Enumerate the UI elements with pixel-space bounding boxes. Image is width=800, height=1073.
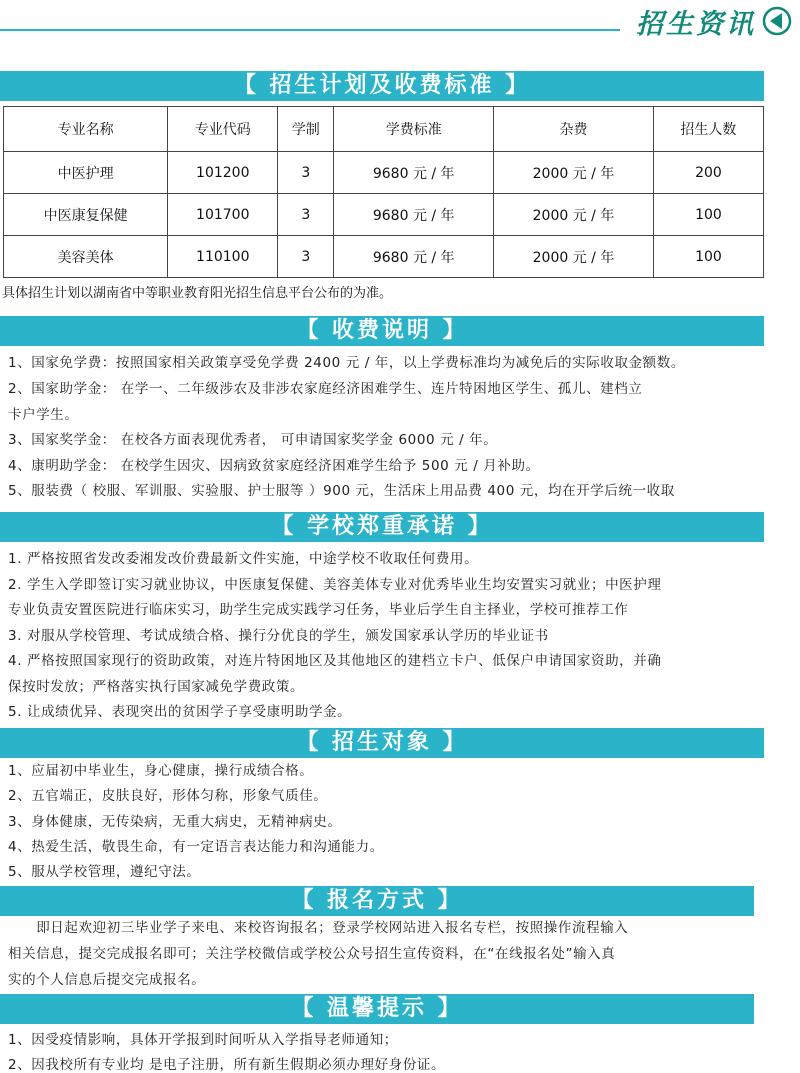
- table-cell: 9680 元 / 年: [334, 236, 494, 278]
- table-cell: 2000 元 / 年: [494, 194, 654, 236]
- fees-line: 5、服装费（ 校服、军训服、实验服、护士服等 ）900 元，生活床上用品费 400 元，均在开学后统一收取: [8, 483, 675, 499]
- target-line: 3、身体健康，无传染病，无重大病史，无精神病史。: [8, 814, 342, 830]
- target-line: 1、应届初中毕业生，身心健康，操行成绩合格。: [8, 763, 314, 779]
- section-title-target: 【 招生对象 】: [0, 728, 764, 758]
- section-title-apply: 【 报名方式 】: [0, 886, 754, 916]
- table-header-row: [4, 107, 764, 152]
- tips-line: 1、因受疫情影响，具体开学报到时间听从入学指导老师通知；: [8, 1032, 398, 1048]
- apply-line: 即日起欢迎初三毕业学子来电、来校咨询报名；登录学校网站进入报名专栏，按照操作流程输入: [8, 920, 629, 936]
- promise-line: 1. 严格按照省发改委湘发改价费最新文件实施，中途学校不收取任何费用。: [8, 551, 479, 567]
- fees-line: 1、国家免学费：按照国家相关政策享受免学费 2400 元 / 年，以上学费标准均为减免后的实际收取金额数。: [8, 355, 685, 371]
- header-rule: [0, 29, 620, 31]
- section-title-tips: 【 温馨提示 】: [0, 994, 754, 1024]
- fees-line: 4、康明助学金： 在校学生因灾、因病致贫家庭经济困难学生给予 500 元 / 月补助。: [8, 458, 540, 474]
- target-line: 2、五官端正，皮肤良好，形体匀称，形象气质佳。: [8, 788, 328, 804]
- column-header: 学制: [278, 107, 334, 152]
- apply-line: 相关信息，提交完成报名即可；关注学校微信或学校公众号招生宣传资料，在“在线报名处”输入真: [8, 946, 616, 962]
- table-cell: 中医护理: [4, 152, 168, 194]
- column-header: 杂费: [494, 107, 654, 152]
- column-header: 学费标准: [334, 107, 494, 152]
- promise-line: 5. 让成绩优异、表现突出的贫困学子享受康明助学金。: [8, 704, 352, 720]
- section-title-plan: 【 招生计划及收费标准 】: [0, 71, 764, 101]
- table-cell: 100: [653, 194, 763, 236]
- promise-line: 2. 学生入学即签订实习就业协议，中医康复保健、美容美体专业对优秀毕业生均安置实习就业；中医护理: [8, 577, 662, 593]
- column-header: 招生人数: [653, 107, 763, 152]
- table-cell: 101200: [168, 152, 278, 194]
- tips-line: 2、因我校所有专业均 是电子注册，所有新生假期必须办理好身份证。: [8, 1057, 446, 1073]
- promise-line: 3. 对服从学校管理、考试成绩合格、操行分优良的学生，颁发国家承认学历的毕业证书: [8, 628, 549, 644]
- promise-line: 保按时发放；严格落实执行国家减免学费政策。: [8, 679, 305, 695]
- table-cell: 中医康复保健: [4, 194, 168, 236]
- brand-title: 招生资讯: [636, 9, 756, 40]
- fee-table: [3, 106, 764, 278]
- table-cell: 9680 元 / 年: [334, 152, 494, 194]
- table-cell: 9680 元 / 年: [334, 194, 494, 236]
- column-header: 专业代码: [168, 107, 278, 152]
- table-row: [4, 152, 764, 194]
- fees-line: 2、国家助学金： 在学一、二年级涉农及非涉农家庭经济困难学生、连片特困地区学生、孤儿、建档立: [8, 381, 643, 397]
- target-line: 4、热爱生活，敬畏生命，有一定语言表达能力和沟通能力。: [8, 839, 384, 855]
- table-cell: 3: [278, 236, 334, 278]
- target-line: 5、服从学校管理，遵纪守法。: [8, 864, 201, 880]
- section-title-fees: 【 收费说明 】: [0, 316, 764, 346]
- table-cell: 2000 元 / 年: [494, 152, 654, 194]
- table-row: [4, 236, 764, 278]
- apply-line: 实的个人信息后提交完成报名。: [8, 972, 206, 988]
- table-cell: 100: [653, 236, 763, 278]
- promise-line: 4. 严格按照国家现行的资助政策，对连片特困地区及其他地区的建档立卡户、低保户申请国家资助，并确: [8, 653, 662, 669]
- section-title-promise: 【 学校郑重承诺 】: [0, 512, 764, 542]
- fees-line: 卡户学生。: [8, 407, 79, 423]
- table-cell: 200: [653, 152, 763, 194]
- plan-note: 具体招生计划以湖南省中等职业教育阳光招生信息平台公布的为准。: [2, 286, 393, 301]
- table-cell: 美容美体: [4, 236, 168, 278]
- promise-line: 专业负责安置医院进行临床实习，助学生完成实践学习任务，毕业后学生自主择业，学校可推荐工作: [8, 602, 629, 618]
- table-row: [4, 194, 764, 236]
- table-cell: 2000 元 / 年: [494, 236, 654, 278]
- column-header: 专业名称: [4, 107, 168, 152]
- table-cell: 110100: [168, 236, 278, 278]
- table-cell: 101700: [168, 194, 278, 236]
- table-cell: 3: [278, 152, 334, 194]
- back-arrow-icon[interactable]: [762, 6, 792, 36]
- fees-line: 3、国家奖学金： 在校各方面表现优秀者， 可申请国家奖学金 6000 元 / 年。: [8, 432, 498, 448]
- table-cell: 3: [278, 194, 334, 236]
